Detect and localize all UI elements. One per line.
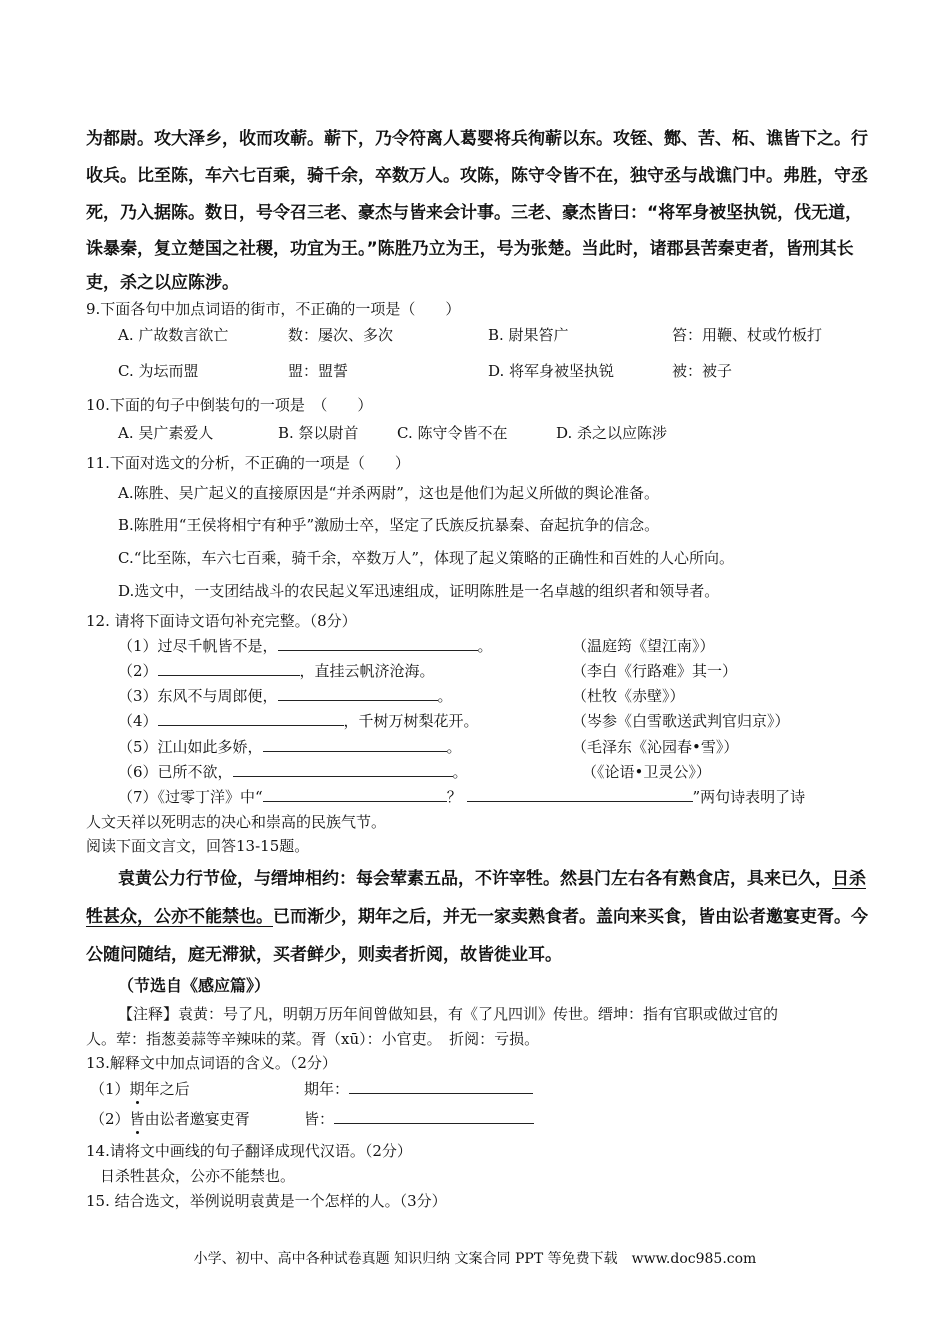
q10-option-a: A. 吴广素爱人 [118, 424, 214, 442]
passage1-line-1: 为都尉。攻大泽乡，收而攻蕲。蕲下，乃令符离人葛婴将兵徇蕲以东。攻铚、酂、苦、柘、谯皆下之。行 [86, 129, 868, 149]
q10-option-d: D. 杀之以应陈涉 [556, 424, 668, 442]
passage2-line-1: 袁黄公力行节俭，与缙坤相约：每会荤素五品，不许宰牲。然县门左右各有熟食店，具来已久，日杀 [118, 869, 866, 889]
q9-option-d: D. 将军身被坚执锐 [488, 362, 615, 380]
q12-item-2-source: （李白《行路难》其一） [572, 662, 738, 680]
answer-blank[interactable] [233, 762, 453, 777]
passage2-line-3: 公随问随结，庭无滞狱，买者鲜少，则卖者折阅，故皆徙业耳。 [86, 945, 562, 965]
q14-sentence: 日杀牲甚众，公亦不能禁也。 [100, 1167, 296, 1185]
passage1-line-4: 诛暴秦，复立楚国之社稷，功宜为王。”陈胜乃立为王，号为张楚。当此时，诸郡县苦秦吏者，皆刑其长 [86, 239, 854, 259]
answer-blank[interactable] [263, 737, 447, 752]
q12-item-4-source: （岑参《白雪歌送武判官归京》） [572, 712, 790, 730]
answer-blank[interactable] [278, 686, 438, 701]
passage1-line-2: 收兵。比至陈，车六七百乘，骑千余，卒数万人。攻陈，陈守令皆不在，独守丞与战谯门中。弗胜，守丞 [86, 166, 868, 186]
q10-stem: 10.下面的句子中倒装句的一项是 （ ） [86, 396, 373, 414]
q12-item-3-source: （杜牧《赤壁》） [572, 687, 685, 705]
answer-blank[interactable] [263, 787, 447, 802]
q11-option-a: A.陈胜、吴广起义的直接原因是“并杀两尉”，这也是他们为起义所做的舆论准备。 [118, 484, 659, 502]
q13-item-1: （1）期年之后 [90, 1080, 190, 1098]
q9-option-a-def: 数：屡次、多次 [288, 326, 394, 344]
q9-option-c: C. 为坛而盟 [118, 362, 199, 380]
q12-item-6: （6）已所不欲， 。 [118, 763, 468, 781]
q9-stem: 9.下面各句中加点词语的街市，不正确的一项是（ ） [86, 300, 461, 318]
answer-blank[interactable] [467, 787, 693, 802]
q9-option-b: B. 尉果笞广 [488, 326, 569, 344]
q14-stem: 14.请将文中画线的句子翻译成现代汉语。（2分） [86, 1142, 412, 1160]
answer-blank[interactable] [158, 711, 344, 726]
passage1-line-3: 死，乃入据陈。数日，号令召三老、豪杰与皆来会计事。三老、豪杰皆曰：“将军身被坚执锐，伐无道， [86, 203, 863, 223]
q10-option-c: C. 陈守令皆不在 [397, 424, 508, 442]
answer-blank[interactable] [349, 1079, 533, 1094]
answer-blank[interactable] [158, 661, 300, 676]
q11-option-b: B.陈胜用“王侯将相宁有种乎”激励士卒，坚定了氏族反抗暴秦、奋起抗争的信念。 [118, 516, 660, 534]
q12-item-6-source: （《论语•卫灵公》） [582, 763, 711, 781]
q12-stem: 12. 请将下面诗文语句补充完整。（8分） [86, 612, 357, 630]
q12-item-1-source: （温庭筠《望江南》） [572, 637, 715, 655]
passage2-line-2: 牲甚众，公亦不能禁也。已而渐少，期年之后，并无一家卖熟食者。盖向来买食，皆由讼者邀宴吏胥。今 [86, 907, 868, 927]
q12-item-3: （3）东风不与周郎便， 。 [118, 687, 453, 705]
footer: 小学、初中、高中各种试卷真题 知识归纳 文案合同 PPT 等免费下载 www.doc985.com [193, 1251, 757, 1267]
q12-item-1: （1）过尽千帆皆不是， 。 [118, 637, 493, 655]
q13-item-2-answer: 皆： [304, 1108, 534, 1129]
answer-blank[interactable] [278, 636, 478, 651]
q10-option-b: B. 祭以尉首 [278, 424, 359, 442]
note-line-1: 【注释】袁黄：号了凡，明朝万历年间曾做知县，有《了凡四训》传世。缙坤：指有官职或做过官的 [118, 1005, 779, 1023]
q13-item-2: （2）皆由讼者邀宴吏胥 [90, 1110, 250, 1128]
q9-option-c-def: 盟：盟誓 [288, 362, 349, 380]
q12-item-7-line2: 人文天祥以死明志的决心和崇高的民族气节。 [86, 813, 387, 831]
reading-intro: 阅读下面文言文，回答13-15题。 [86, 837, 310, 855]
q9-option-a: A. 广故数言欲亡 [118, 326, 229, 344]
q12-item-2: （2） ，直挂云帆济沧海。 [118, 662, 435, 680]
q12-item-5: （5）江山如此多娇， 。 [118, 738, 462, 756]
passage1-line-5: 吏，杀之以应陈涉。 [86, 273, 239, 293]
q11-option-d: D.选文中，一支团结战斗的农民起义军迅速组成，证明陈胜是一名卓越的组织者和领导者。 [118, 582, 720, 600]
q13-item-1-answer: 期年： [304, 1078, 533, 1099]
note-line-2: 人。荤：指葱姜蒜等辛辣味的菜。胥（xū）：小官吏。 折阅：亏损。 [86, 1030, 540, 1048]
q9-option-b-def: 笞：用鞭、杖或竹板打 [672, 326, 823, 344]
passage2-source: （节选自《感应篇》） [118, 976, 271, 995]
q12-item-4: （4） ，千树万树梨花开。 [118, 712, 479, 730]
answer-blank[interactable] [334, 1109, 534, 1124]
q11-stem: 11.下面对选文的分析，不正确的一项是（ ） [86, 454, 410, 472]
q15-stem: 15. 结合选文，举例说明袁黄是一个怎样的人。（3分） [86, 1192, 447, 1210]
q9-option-d-def: 被：被子 [672, 362, 733, 380]
q11-option-c: C.“比至陈，车六七百乘，骑千余，卒数万人”，体现了起义策略的正确性和百姓的人心所向。 [118, 549, 735, 567]
q12-item-5-source: （毛泽东《沁园春•雪》） [572, 738, 739, 756]
q13-stem: 13.解释文中加点词语的含义。（2分） [86, 1054, 337, 1072]
q12-item-7: （7）《过零丁洋》中“ ？ ”两句诗表明了诗 [118, 788, 806, 806]
